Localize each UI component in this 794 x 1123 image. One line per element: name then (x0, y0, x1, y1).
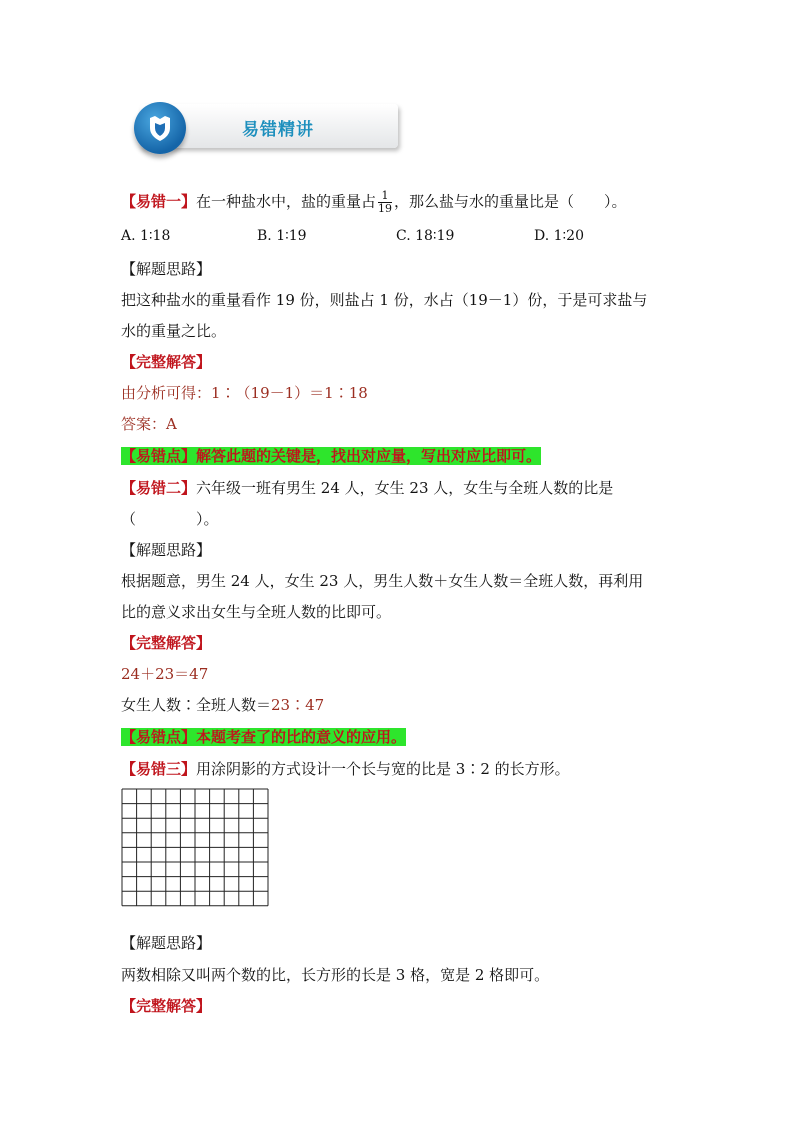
q2-point-tag: 【易错点】 (121, 728, 197, 746)
q2-idea-line-2: 比的意义求出女生与全班人数的比即可。 (121, 603, 392, 621)
q1-stem-before: 在一种盐水中，盐的重量占 (196, 192, 377, 211)
option-b: B. 1∶19 (257, 228, 307, 244)
q3-idea-line-1: 两数相除又叫两个数的比，长方形的长是 3 格，宽是 2 格即可。 (121, 966, 550, 984)
q3-stem-text: 用涂阴影的方式设计一个长与宽的比是 3∶2 的长方形。 (196, 760, 570, 778)
fraction-numerator: 1 (378, 190, 392, 203)
option-d: D. 1∶20 (534, 228, 584, 244)
q2-stem-line-1 (121, 478, 613, 498)
q2-answer-value: 23∶47 (271, 696, 325, 714)
q2-idea-line-1: 根据题意，男生 24 人，女生 23 人，男生人数＋女生人数＝全班人数，再利用 (121, 572, 644, 590)
q2-answer-line-2 (121, 695, 324, 715)
q2-idea-heading: 【解题思路】 (121, 541, 212, 559)
fraction (378, 190, 392, 215)
q2-answer-label: 女生人数∶全班人数＝ (121, 696, 272, 714)
q3-answer-heading: 【完整解答】 (121, 997, 212, 1015)
q1-answer-heading: 【完整解答】 (121, 353, 212, 371)
q2-answer-line-1: 24＋23＝47 (121, 665, 209, 683)
q1-answer-line-1: 由分析可得：1∶（19－1）＝1∶18 (121, 384, 368, 402)
q2-tag: 【易错二】 (121, 479, 197, 497)
q2-answer-heading: 【完整解答】 (121, 634, 212, 652)
q3-stem (121, 759, 570, 779)
q1-point-text: 解答此题的关键是，找出对应量，写出对应比即可。 (196, 447, 542, 465)
q1-point-tag: 【易错点】 (121, 447, 197, 465)
badge (134, 102, 186, 154)
q3-tag: 【易错三】 (121, 760, 197, 778)
q1-stem-after: ，那么盐与水的重量比是（ ）。 (394, 192, 627, 211)
q1-idea-heading: 【解题思路】 (121, 260, 212, 278)
q1-idea-line-2: 水的重量之比。 (121, 322, 227, 340)
q2-stem-text: 六年级一班有男生 24 人，女生 23 人，女生与全班人数的比是 (196, 479, 614, 497)
q2-stem-line-2: （ ）。 (121, 510, 219, 528)
q2-point-text: 本题考查了的比的意义的应用。 (196, 728, 407, 746)
q1-idea-line-1: 把这种盐水的重量看作 19 份，则盐占 1 份，水占（19－1）份，于是可求盐与 (121, 291, 648, 309)
section-banner (120, 98, 400, 160)
q2-key-point (121, 727, 406, 747)
option-c: C. 18∶19 (396, 228, 455, 244)
banner-title: 易错精讲 (242, 120, 314, 140)
q1-tag: 【易错一】 (121, 192, 197, 211)
q1-stem (121, 190, 627, 215)
fraction-denominator: 19 (378, 202, 393, 215)
option-a: A. 1∶18 (121, 228, 171, 244)
q3-idea-heading: 【解题思路】 (121, 934, 212, 952)
shield-icon (147, 114, 173, 142)
square-grid (121, 788, 269, 922)
q1-answer-line-2: 答案：A (121, 415, 177, 433)
q1-key-point (121, 446, 541, 466)
